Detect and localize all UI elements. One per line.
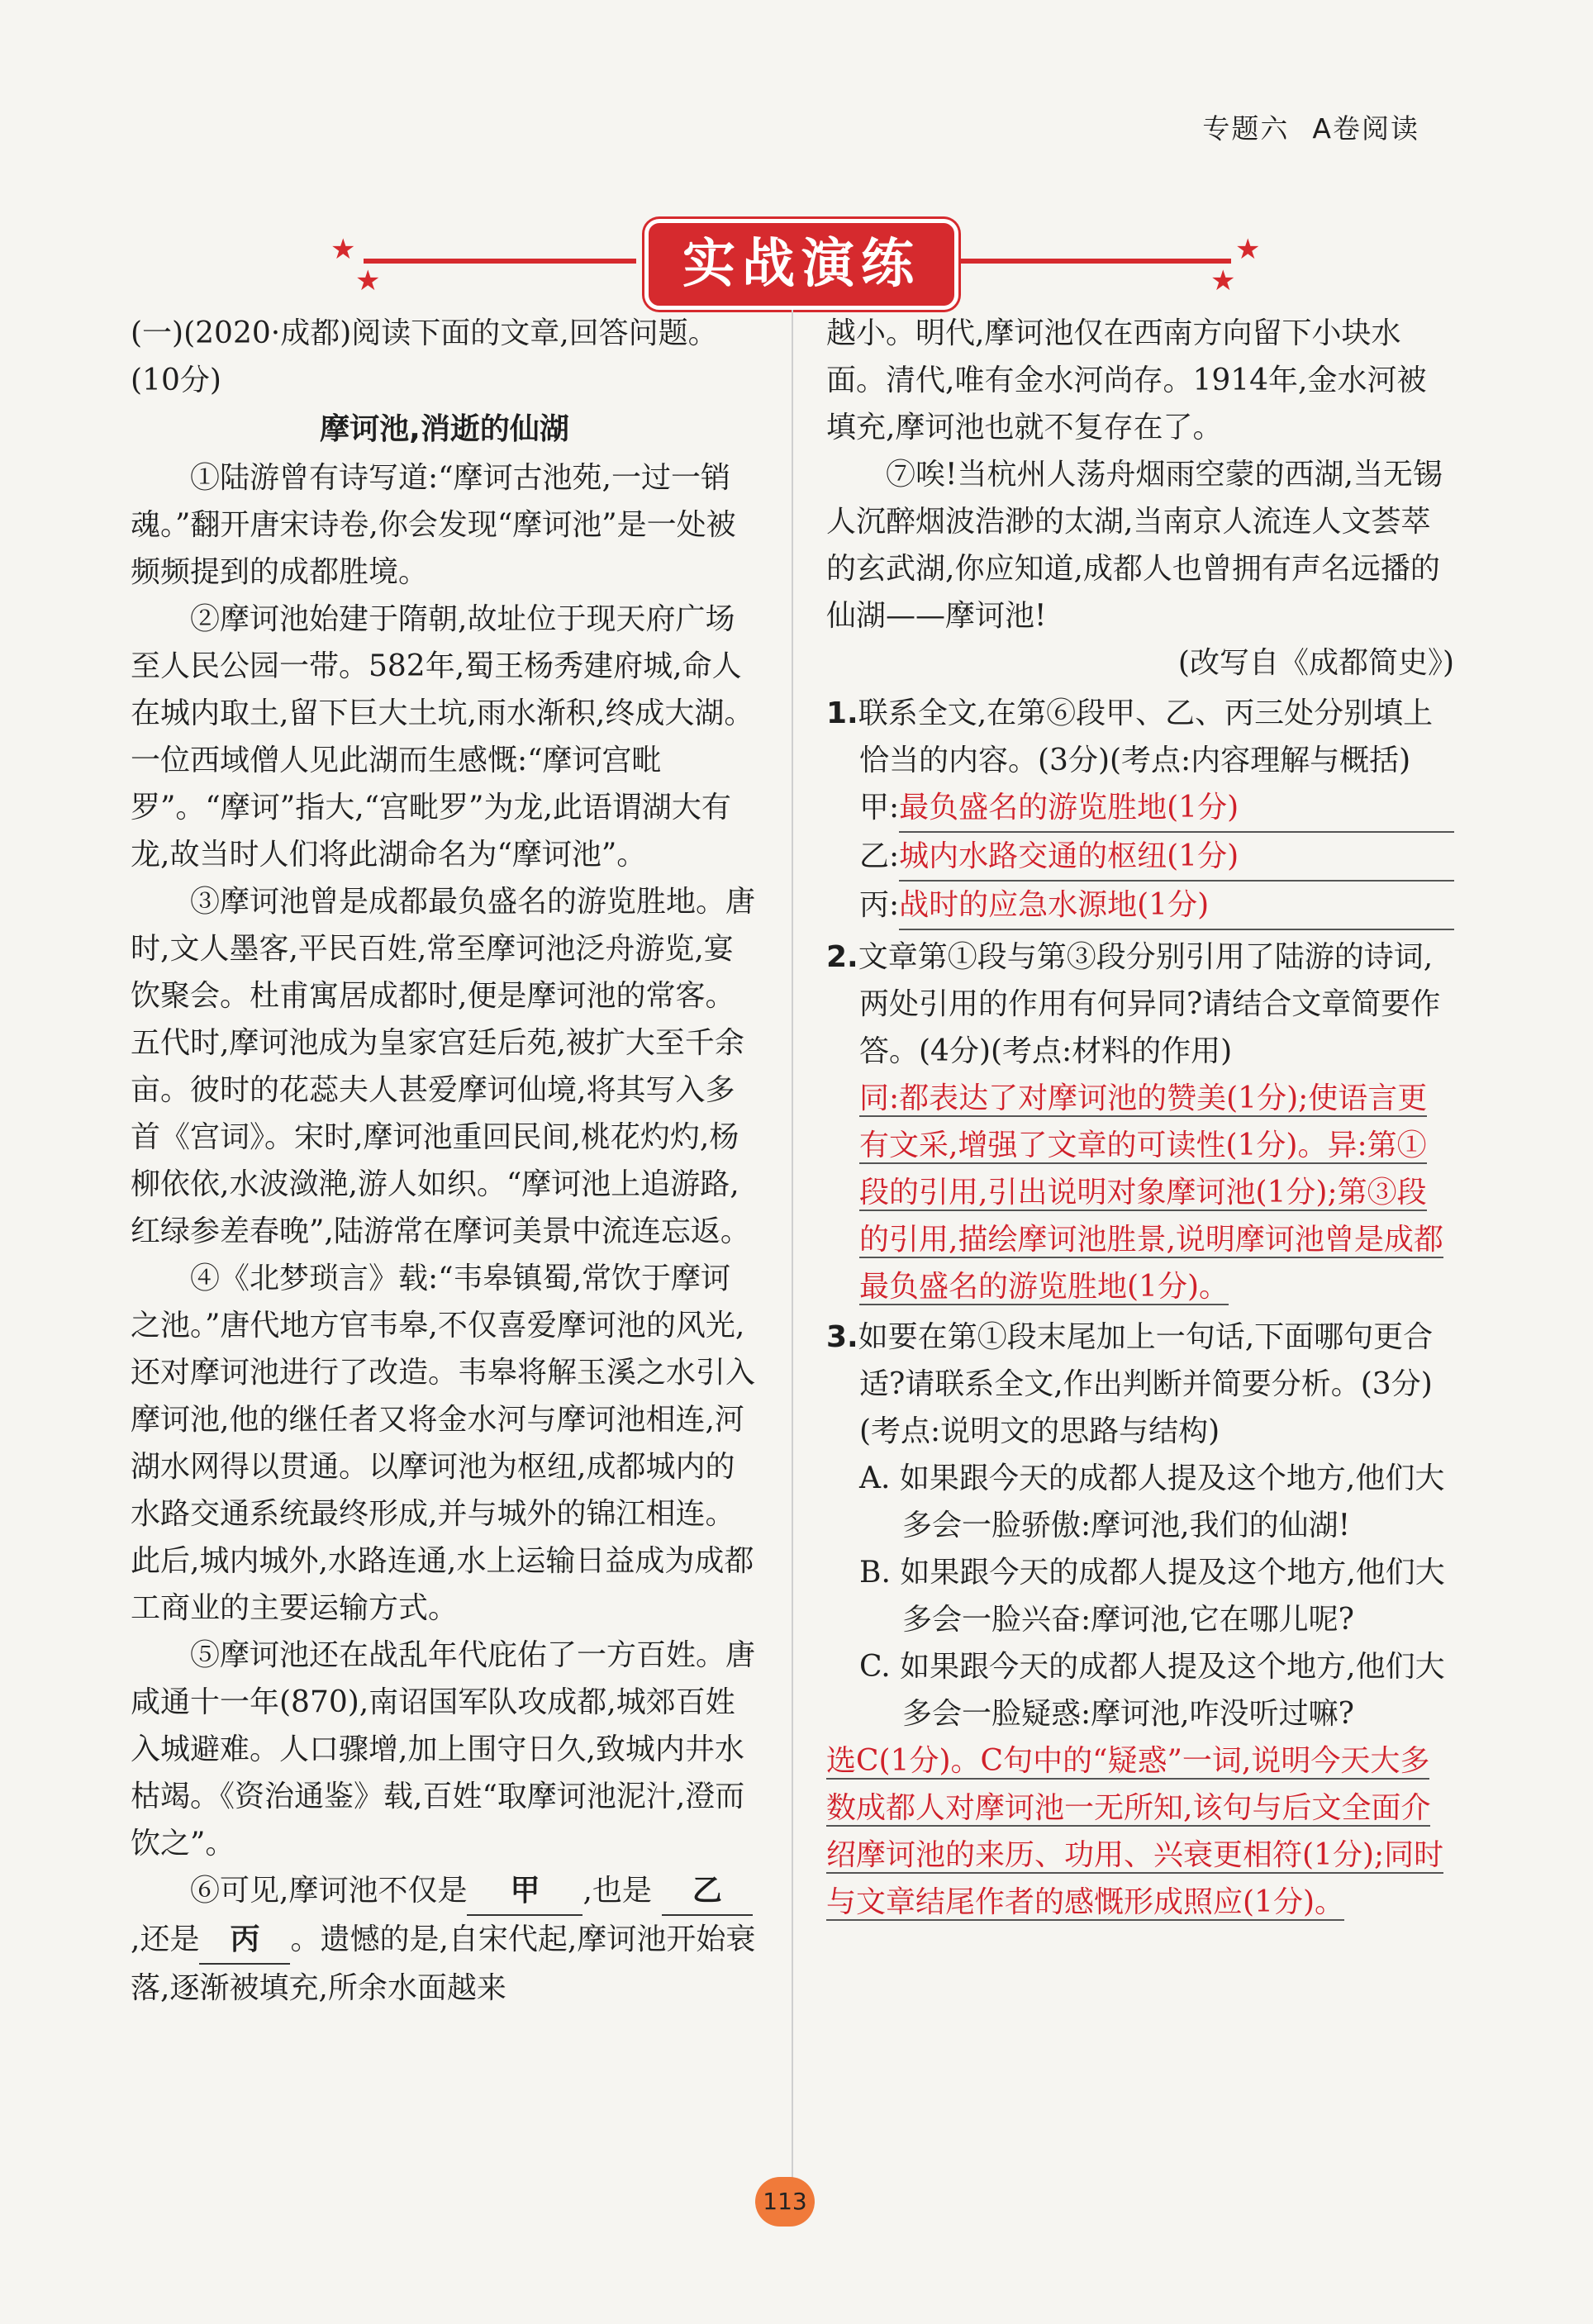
p6-part-a: ⑥可见,摩诃池不仅是 (190, 1874, 468, 1908)
question-text: 如要在第①段末尾加上一句话,下面哪句更合适?请联系全文,作出判断并简要分析。(3分)(考点:说明文的思路与结构) (858, 1320, 1434, 1448)
blank-yi: 乙 (662, 1867, 753, 1916)
question-number: 3. (826, 1320, 858, 1354)
source-note: (改写自《成都简史》) (1177, 646, 1454, 680)
answer-value: 最负盛名的游览胜地(1分) (899, 784, 1454, 833)
paragraph-3: ③摩诃池曾是成都最负盛名的游览胜地。唐时,文人墨客,平民百姓,常至摩诃池泛舟游览,宴饮聚会。杜甫寓居成都时,便是摩诃池的常客。五代时,摩诃池成为皇家宫廷后苑,被扩大至千余亩。彼时的花蕊夫人甚爱摩诃仙境,将其写入多首《宫词》。宋时,摩诃池重回民间,桃花灼灼,杨柳依依,水波潋滟,游人如织。“摩诃池上追游路,红绿参差春晚”,陆游常在摩诃美景中流连忘返。 (131, 885, 756, 1248)
banner-line-left (364, 259, 636, 264)
reading-intro: (一)(2020·成都)阅读下面的文章,回答问题。(10分) (131, 316, 718, 397)
question-2 (826, 934, 1454, 1075)
header-title: A卷阅读 (1312, 112, 1419, 145)
answer-2 (826, 1075, 1454, 1310)
answer-row-jia (826, 784, 1454, 833)
paragraph-6 (131, 1867, 758, 2012)
p6-part-b: ,也是 (583, 1874, 652, 1908)
answer-text: 选C(1分)。C句中的“疑惑”一词,说明今天大多数成都人对摩诃池一无所知,该句与后文全面介绍摩诃池的来历、功用、兴衰更相符(1分);同时与文章结尾作者的感慨形成照应(1分)。 (826, 1744, 1444, 1919)
answer-value: 战时的应急水源地(1分) (899, 882, 1454, 930)
option-b: B. 如果跟今天的成都人提及这个地方,他们大多会一脸兴奋:摩诃池,它在哪儿呢? (859, 1556, 1445, 1637)
page-number: 113 (755, 2177, 815, 2227)
star-icon: ★ (330, 233, 356, 266)
option-a: A. 如果跟今天的成都人提及这个地方,他们大多会一脸骄傲:摩诃池,我们的仙湖! (859, 1461, 1445, 1542)
answer-label: 乙: (859, 839, 900, 873)
section-banner (0, 219, 1593, 310)
blank-jia: 甲 (467, 1867, 583, 1916)
star-icon: ★ (1210, 264, 1236, 297)
answer-3 (826, 1737, 1454, 1926)
header-section: 专题六 (1202, 112, 1290, 145)
answer-row-yi (826, 833, 1454, 882)
question-number: 1. (826, 696, 858, 730)
question-text: 联系全文,在第⑥段甲、乙、丙三处分别填上恰当的内容。(3分)(考点:内容理解与概括) (858, 696, 1434, 777)
banner-title: 实战演练 (644, 219, 958, 310)
answer-value: 城内水路交通的枢纽(1分) (899, 833, 1454, 882)
question-3 (826, 1314, 1454, 1455)
question-number: 2. (826, 940, 858, 974)
paragraph-5: ⑤摩诃池还在战乱年代庇佑了一方百姓。唐咸通十一年(870),南诏国军队攻成都,城郊百姓入城避难。人口骤增,加上围守日久,致城内井水枯竭。《资治通鉴》载,百姓“取摩诃池泥汁,澄而饮之”。 (131, 1638, 756, 1861)
option-c: C. 如果跟今天的成都人提及这个地方,他们大多会一脸疑惑:摩诃池,咋没听过嘛? (859, 1650, 1445, 1731)
answer-row-bing (826, 882, 1454, 930)
star-icon: ★ (1235, 233, 1261, 266)
p6-part-c: ,还是 (131, 1922, 200, 1956)
page-header (1179, 107, 1419, 146)
paragraph-4: ④《北梦琐言》载:“韦皋镇蜀,常饮于摩诃之池。”唐代地方官韦皋,不仅喜爱摩诃池的风光,还对摩诃池进行了改造。韦皋将解玉溪之水引入摩诃池,他的继任者又将金水河与摩诃池相连,河湖水网得以贯通。以摩诃池为枢纽,成都城内的水路交通系统最终形成,并与城外的锦江相连。此后,城内城外,水路连通,水上运输日益成为成都工商业的主要运输方式。 (131, 1262, 756, 1625)
left-column (131, 310, 758, 2012)
answer-text: 同:都表达了对摩诃池的赞美(1分);使语言更有文采,增强了文章的可读性(1分)。异:第①段的引用,引出说明对象摩诃池(1分);第③段的引用,描绘摩诃池胜景,说明摩诃池曾是成都最负盛名的游览胜地(1分)。 (859, 1081, 1443, 1304)
banner-line-right (958, 259, 1231, 264)
paragraph-2: ②摩诃池始建于隋朝,故址位于现天府广场至人民公园一带。582年,蜀王杨秀建府城,命人在城内取土,留下巨大土坑,雨水渐积,终成大湖。一位西域僧人见此湖而生感慨:“摩诃宫毗罗”。“摩诃”指大,“宫毗罗”为龙,此语谓湖大有龙,故当时人们将此湖命名为“摩诃池”。 (131, 602, 754, 872)
paragraph-6-continued: 越小。明代,摩诃池仅在西南方向留下小块水面。清代,唯有金水河尚存。1914年,金水河被填充,摩诃池也就不复存在了。 (826, 316, 1427, 444)
question-1 (826, 690, 1454, 784)
answer-label: 丙: (859, 888, 900, 922)
paragraph-7: ⑦唉!当杭州人荡舟烟雨空蒙的西湖,当无锡人沉醉烟波浩渺的太湖,当南京人流连人文荟萃的玄武湖,你应知道,成都人也曾拥有声名远播的仙湖——摩诃池! (826, 458, 1443, 633)
question-text: 文章第①段与第③段分别引用了陆游的诗词,两处引用的作用有何异同?请结合文章简要作答。(4分)(考点:材料的作用) (858, 940, 1441, 1068)
answer-label: 甲: (859, 791, 900, 825)
star-icon: ★ (355, 264, 381, 297)
column-divider (792, 310, 793, 2210)
article-title: 摩诃池,消逝的仙湖 (320, 412, 569, 446)
right-column (826, 310, 1454, 1926)
p6-part-d: 。遗憾的是,自宋代起,摩诃池开始衰落,逐渐被填充,所余水面越来 (131, 1922, 756, 2005)
blank-bing: 丙 (199, 1916, 290, 1965)
paragraph-1: ①陆游曾有诗写道:“摩诃古池苑,一过一销魂。”翻开唐宋诗卷,你会发现“摩诃池”是一处被频频提到的成都胜境。 (131, 461, 736, 589)
